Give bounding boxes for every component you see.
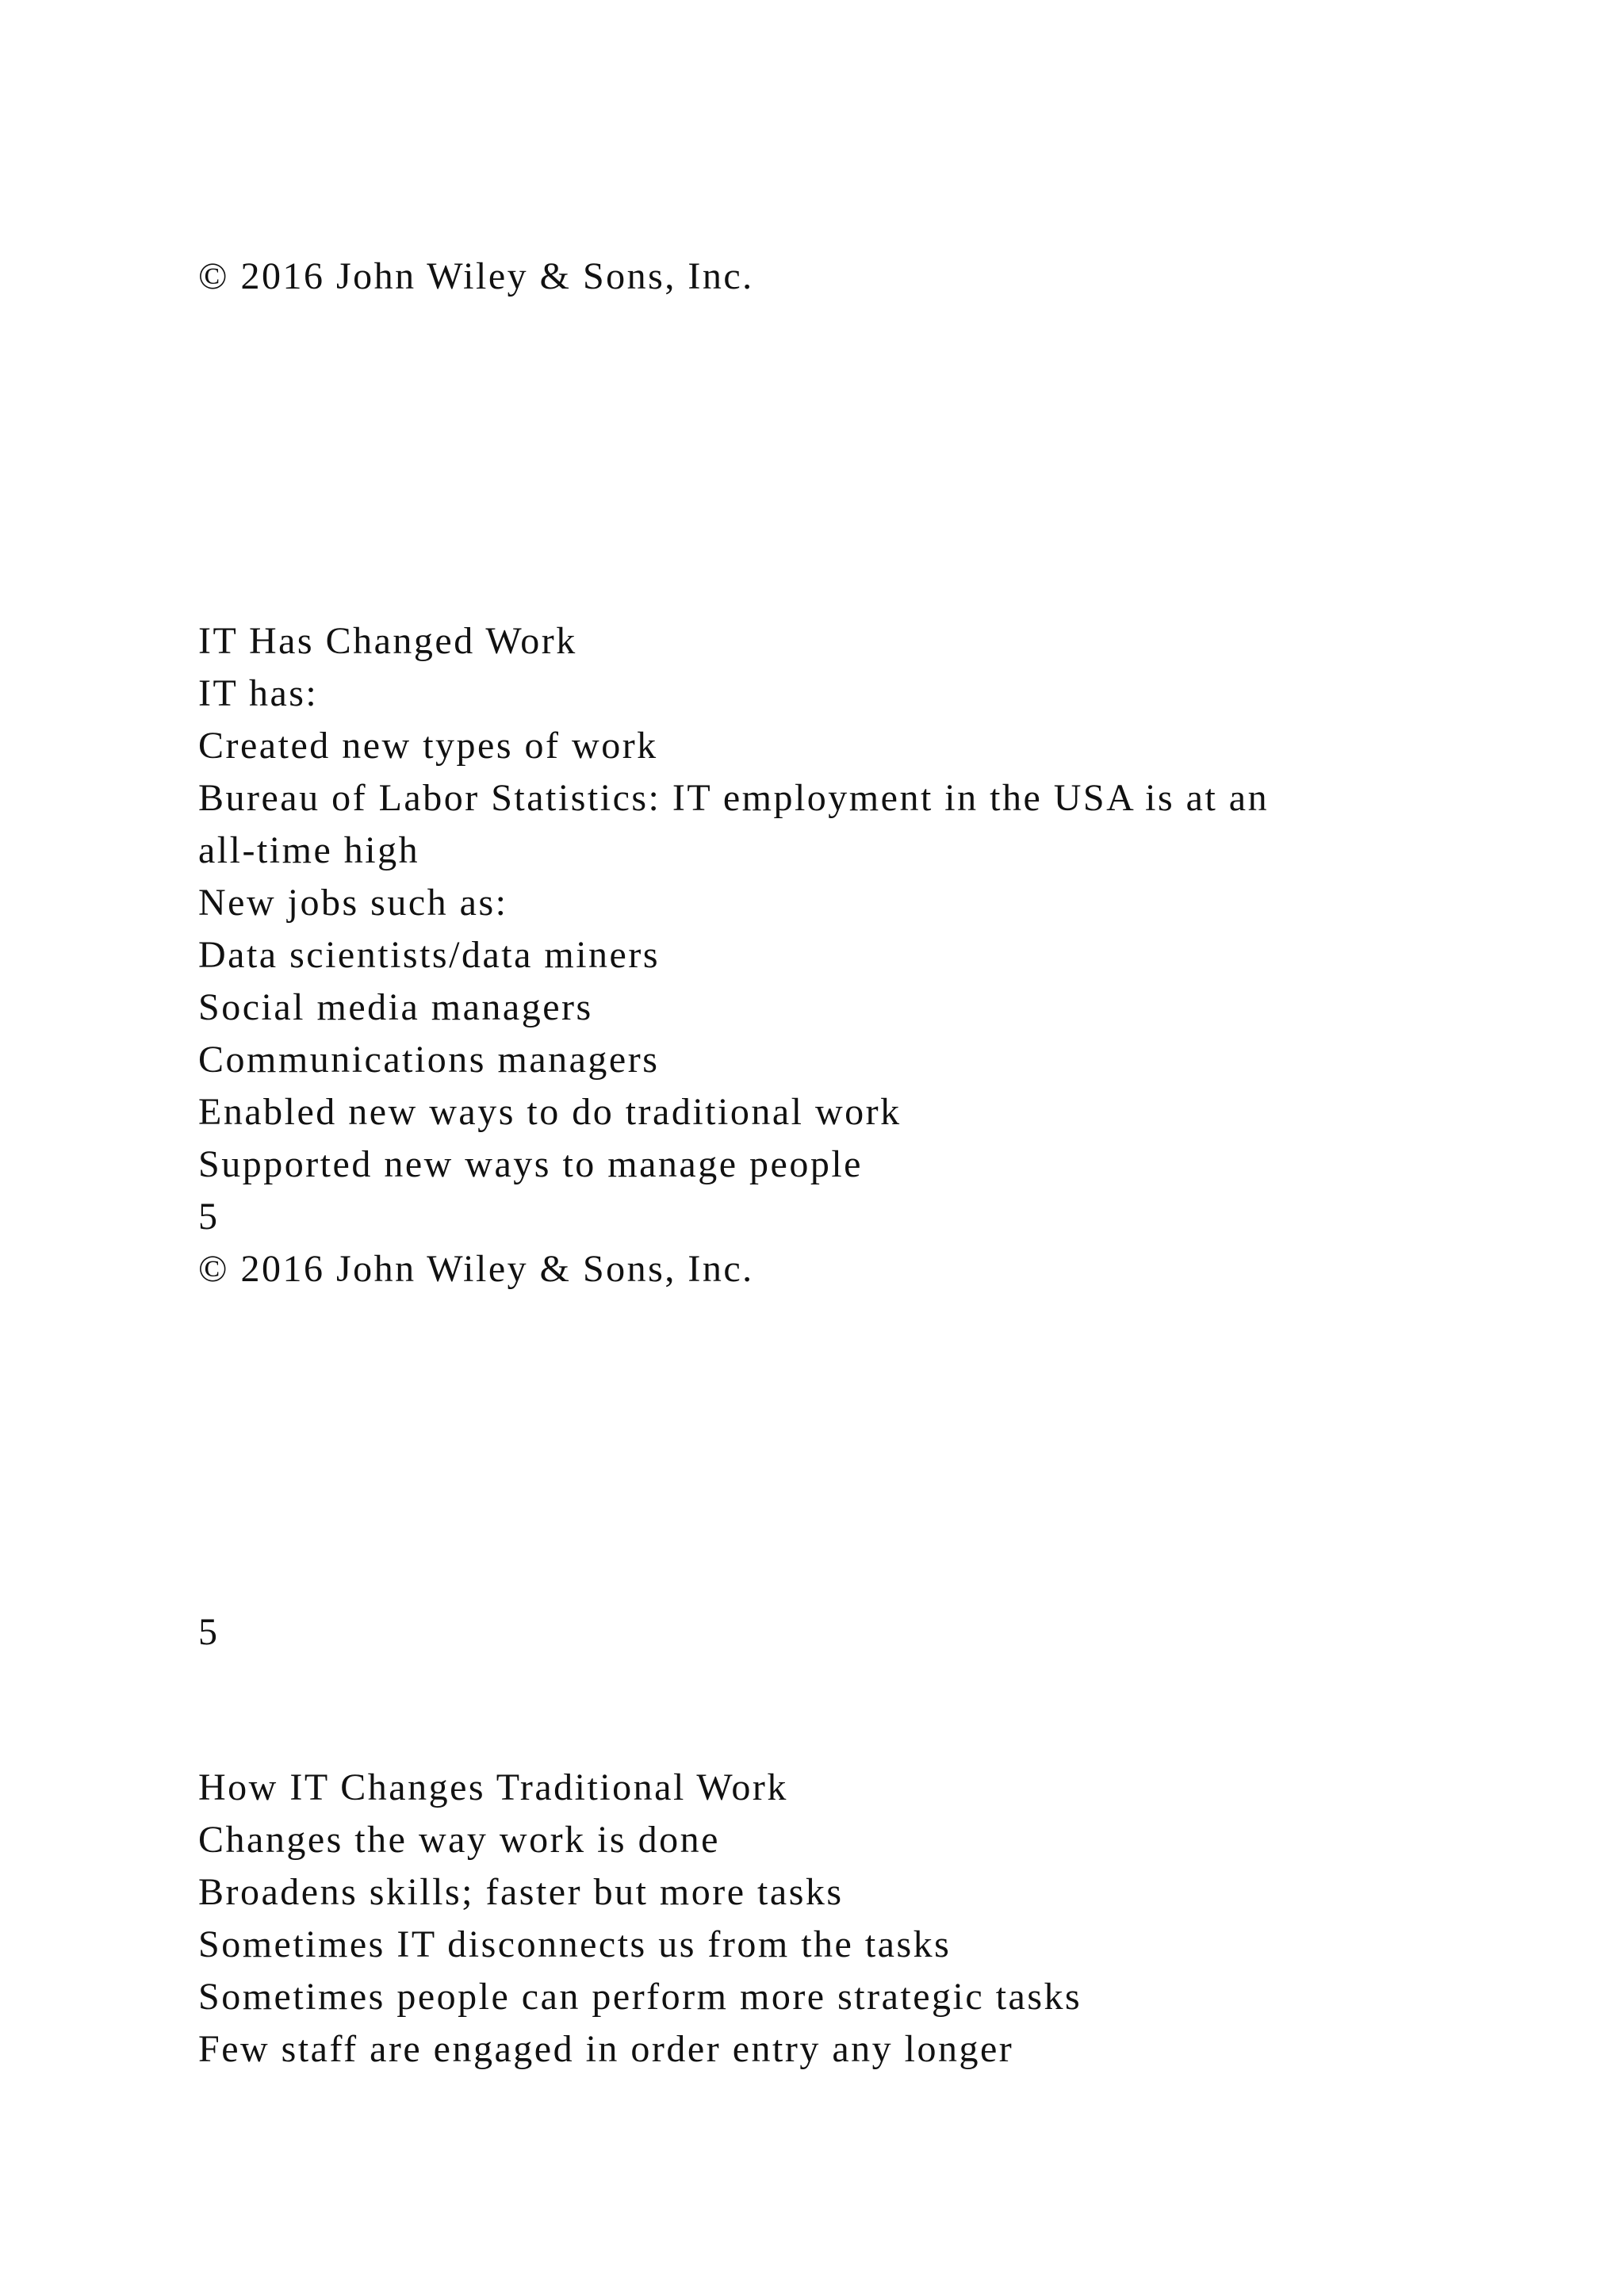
text-line: Bureau of Labor Statistics: IT employment in the USA is at an [198,777,1270,819]
text-line: Changes the way work is done [198,1819,720,1861]
text-line: all-time high [198,829,420,871]
slide-number: 5 [198,1611,220,1653]
text-line: Sometimes IT disconnects us from the tasks [198,1923,952,1965]
section-title-how-it-changes-traditional-work: How IT Changes Traditional Work [198,1766,788,1808]
copyright-notice: © 2016 John Wiley & Sons, Inc. [198,1248,754,1290]
copyright-notice: © 2016 John Wiley & Sons, Inc. [198,255,754,297]
text-line: Communications managers [198,1039,660,1081]
text-line: Enabled new ways to do traditional work [198,1091,902,1133]
text-line: Social media managers [198,986,593,1028]
text-line: New jobs such as: [198,882,508,924]
text-line: Broadens skills; faster but more tasks [198,1871,844,1913]
text-line: Few staff are engaged in order entry any longer [198,2028,1014,2070]
text-line: Created new types of work [198,725,658,767]
text-line: Supported new ways to manage people [198,1143,863,1185]
text-line: IT has: [198,672,319,714]
text-line: Sometimes people can perform more strategic tasks [198,1976,1082,2018]
slide-number: 5 [198,1196,220,1238]
section-title-it-has-changed-work: IT Has Changed Work [198,620,577,662]
text-line: Data scientists/data miners [198,934,661,976]
